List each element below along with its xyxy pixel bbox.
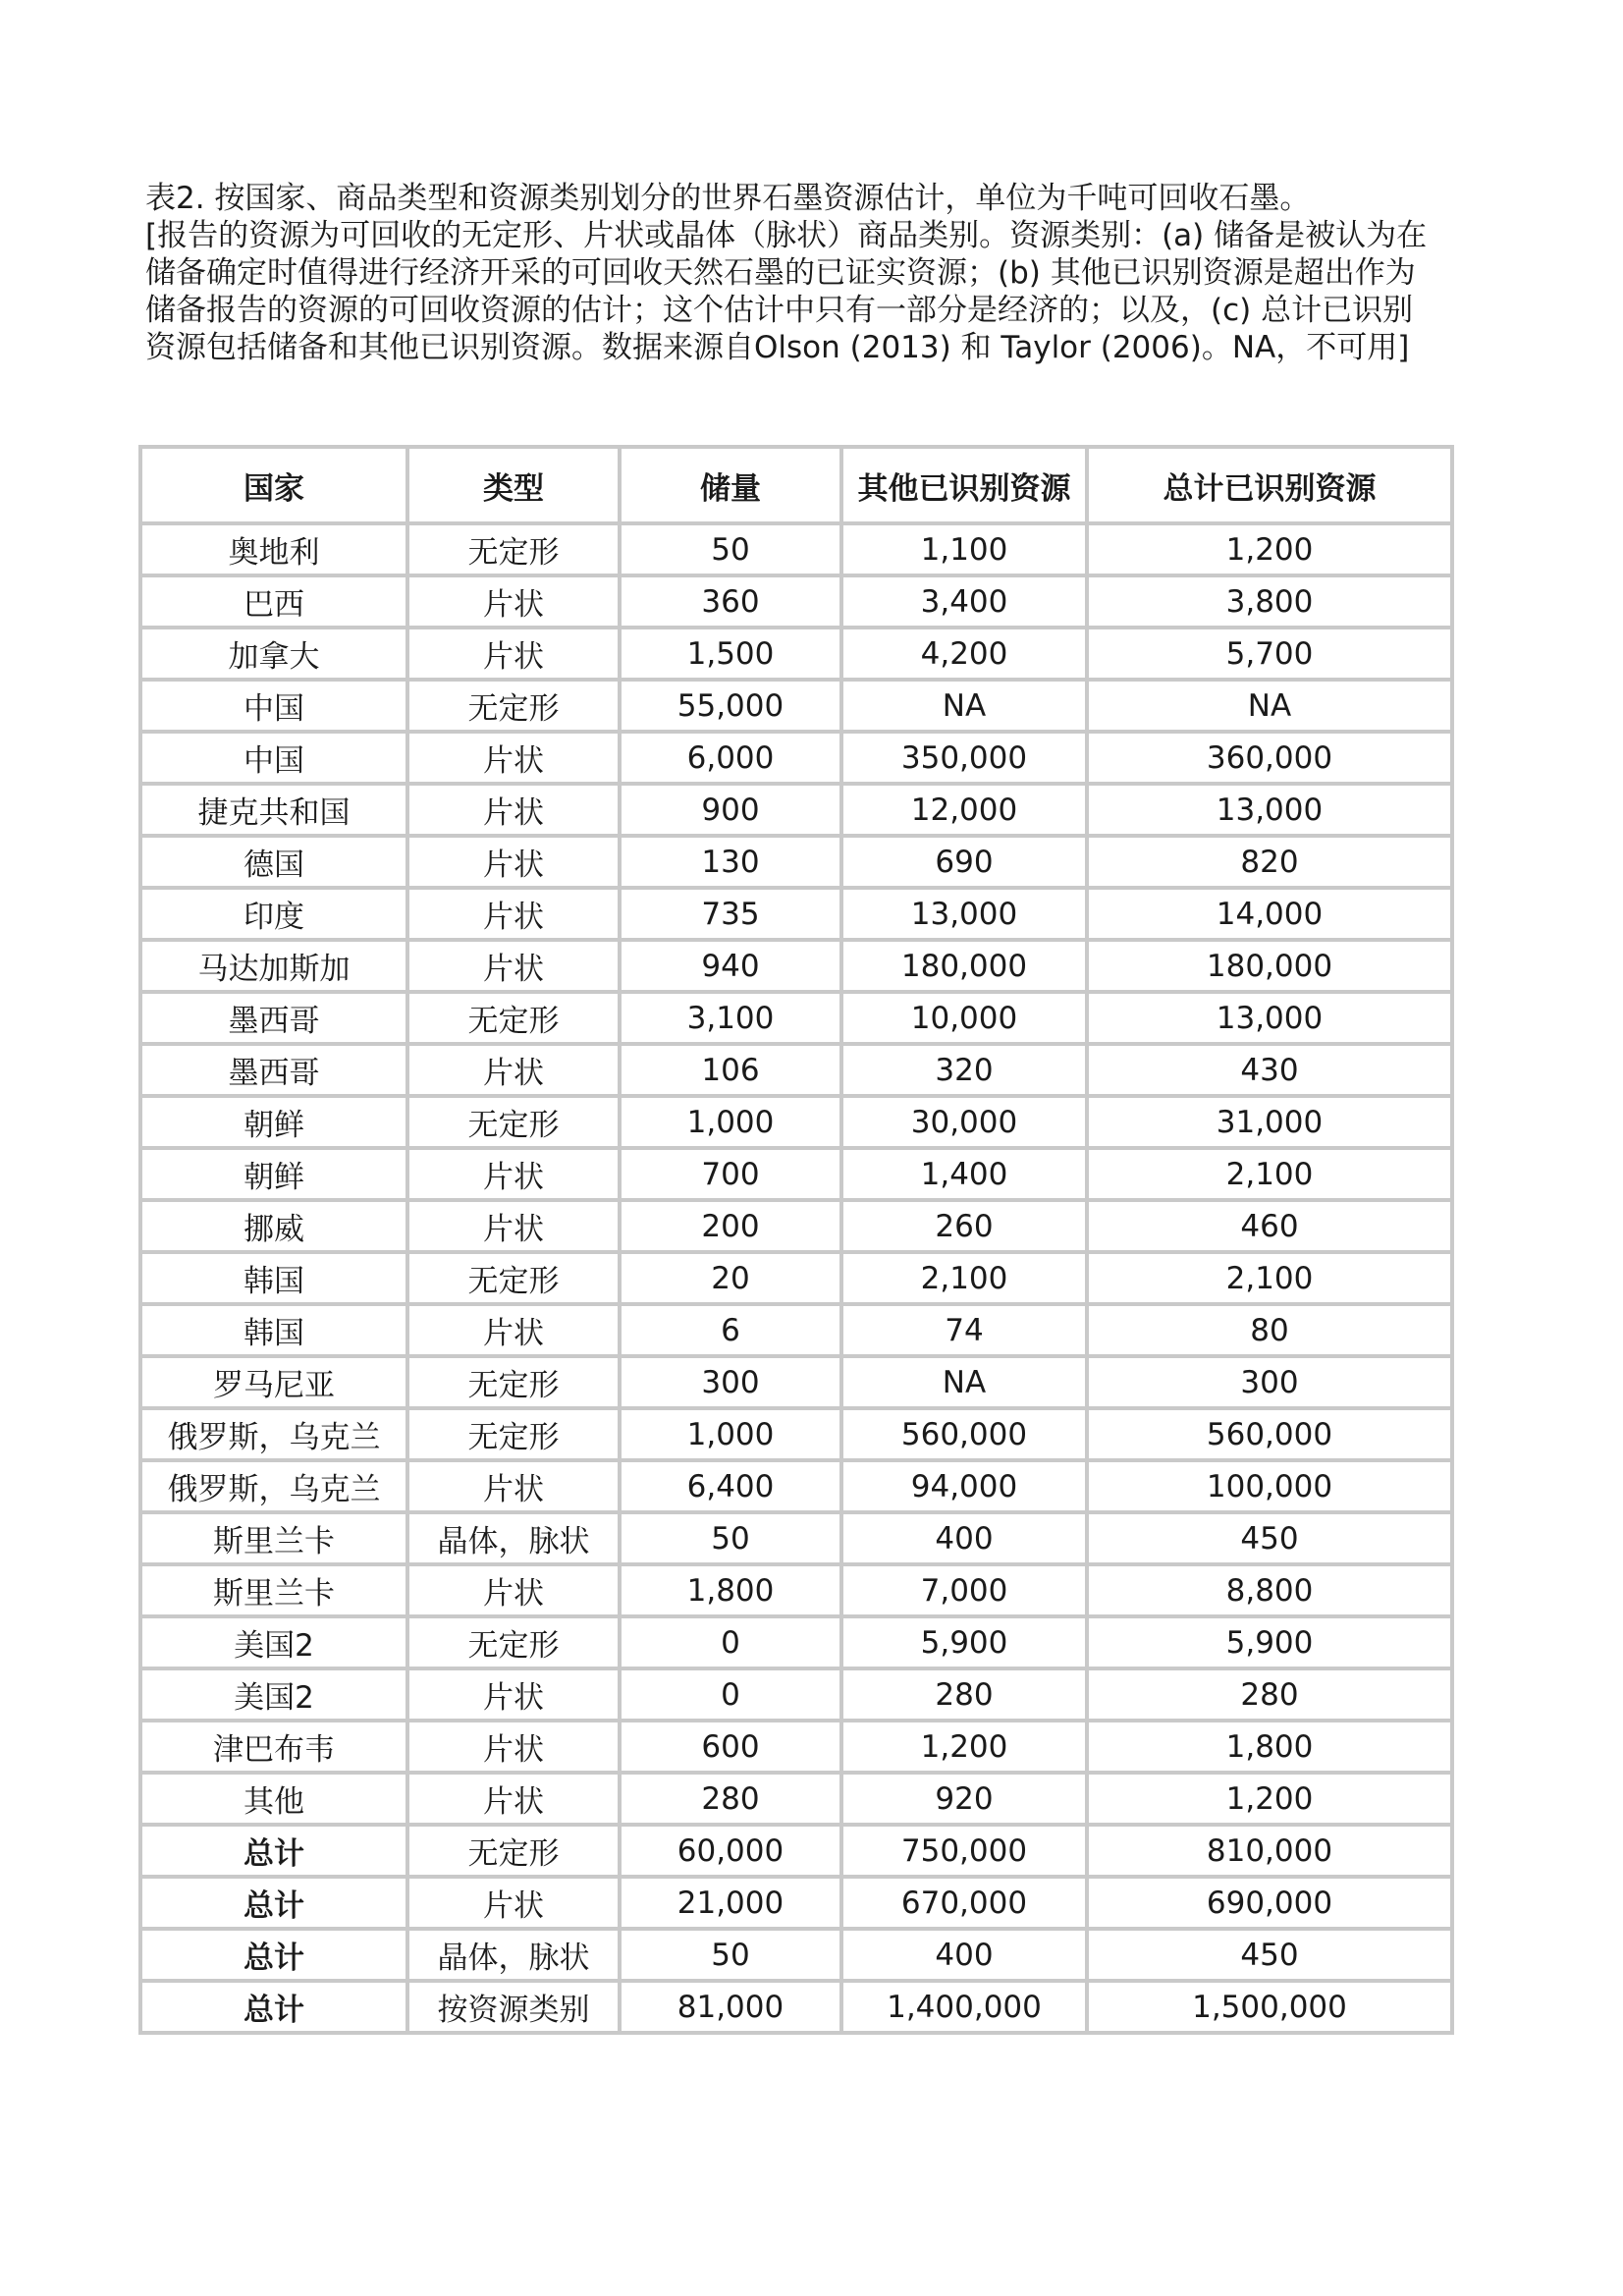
cell-reserves: 50 [620, 1929, 841, 1981]
cell-type: 无定形 [407, 1252, 620, 1304]
cell-type: 片状 [407, 575, 620, 628]
cell-total-identified: 80 [1087, 1304, 1452, 1356]
cell-total-identified: 1,200 [1087, 1773, 1452, 1825]
cell-reserves: 6 [620, 1304, 841, 1356]
cell-country: 捷克共和国 [140, 784, 407, 836]
cell-other-identified: 30,000 [841, 1096, 1087, 1148]
table-row [140, 1877, 1452, 1929]
cell-type: 晶体，脉状 [407, 1512, 620, 1564]
header-country: 国家 [140, 447, 407, 523]
cell-type: 片状 [407, 784, 620, 836]
cell-other-identified: 920 [841, 1773, 1087, 1825]
cell-country: 总计 [140, 1825, 407, 1877]
cell-reserves: 300 [620, 1356, 841, 1408]
cell-reserves: 940 [620, 940, 841, 992]
cell-other-identified: 1,100 [841, 523, 1087, 575]
cell-reserves: 700 [620, 1148, 841, 1200]
cell-reserves: 735 [620, 888, 841, 940]
cell-total-identified: 3,800 [1087, 575, 1452, 628]
cell-type: 无定形 [407, 680, 620, 732]
cell-type: 片状 [407, 1304, 620, 1356]
cell-reserves: 0 [620, 1668, 841, 1721]
graphite-resources-table-container [138, 445, 1450, 2035]
cell-country: 津巴布韦 [140, 1721, 407, 1773]
cell-type: 片状 [407, 628, 620, 680]
cell-type: 片状 [407, 1668, 620, 1721]
table-row [140, 1044, 1452, 1096]
cell-reserves: 50 [620, 523, 841, 575]
cell-other-identified: 400 [841, 1512, 1087, 1564]
table-row [140, 1252, 1452, 1304]
cell-type: 晶体，脉状 [407, 1929, 620, 1981]
cell-country: 斯里兰卡 [140, 1564, 407, 1616]
table-row [140, 1512, 1452, 1564]
cell-total-identified: 280 [1087, 1668, 1452, 1721]
cell-country: 中国 [140, 732, 407, 784]
cell-country: 墨西哥 [140, 992, 407, 1044]
cell-total-identified: NA [1087, 680, 1452, 732]
header-total-identified: 总计已识别资源 [1087, 447, 1452, 523]
table-row [140, 1929, 1452, 1981]
cell-other-identified: 750,000 [841, 1825, 1087, 1877]
cell-country: 韩国 [140, 1252, 407, 1304]
cell-reserves: 200 [620, 1200, 841, 1252]
cell-other-identified: 13,000 [841, 888, 1087, 940]
cell-reserves: 60,000 [620, 1825, 841, 1877]
cell-country: 俄罗斯，乌克兰 [140, 1408, 407, 1460]
cell-country: 其他 [140, 1773, 407, 1825]
table-row [140, 940, 1452, 992]
cell-other-identified: 280 [841, 1668, 1087, 1721]
cell-type: 无定形 [407, 523, 620, 575]
table-row [140, 992, 1452, 1044]
cell-country: 墨西哥 [140, 1044, 407, 1096]
cell-type: 片状 [407, 1721, 620, 1773]
cell-reserves: 600 [620, 1721, 841, 1773]
cell-type: 片状 [407, 1564, 620, 1616]
cell-other-identified: 1,400,000 [841, 1981, 1087, 2033]
cell-total-identified: 300 [1087, 1356, 1452, 1408]
cell-type: 按资源类别 [407, 1981, 620, 2033]
cell-other-identified: 320 [841, 1044, 1087, 1096]
cell-country: 中国 [140, 680, 407, 732]
cell-country: 罗马尼亚 [140, 1356, 407, 1408]
cell-country: 俄罗斯，乌克兰 [140, 1460, 407, 1512]
cell-reserves: 280 [620, 1773, 841, 1825]
cell-type: 片状 [407, 1773, 620, 1825]
cell-type: 无定形 [407, 1616, 620, 1668]
table-body [140, 523, 1452, 2033]
cell-reserves: 900 [620, 784, 841, 836]
table-row [140, 1721, 1452, 1773]
cell-type: 片状 [407, 1044, 620, 1096]
cell-reserves: 3,100 [620, 992, 841, 1044]
cell-total-identified: 100,000 [1087, 1460, 1452, 1512]
cell-type: 片状 [407, 1460, 620, 1512]
table-row [140, 1148, 1452, 1200]
cell-total-identified: 5,900 [1087, 1616, 1452, 1668]
cell-total-identified: 1,500,000 [1087, 1981, 1452, 2033]
table-row [140, 1460, 1452, 1512]
table-row [140, 1096, 1452, 1148]
cell-other-identified: 2,100 [841, 1252, 1087, 1304]
cell-total-identified: 14,000 [1087, 888, 1452, 940]
cell-type: 无定形 [407, 992, 620, 1044]
cell-country: 总计 [140, 1981, 407, 2033]
cell-total-identified: 360,000 [1087, 732, 1452, 784]
cell-reserves: 130 [620, 836, 841, 888]
cell-total-identified: 13,000 [1087, 992, 1452, 1044]
cell-reserves: 0 [620, 1616, 841, 1668]
table-row [140, 1773, 1452, 1825]
cell-type: 无定形 [407, 1825, 620, 1877]
cell-type: 无定形 [407, 1356, 620, 1408]
table-row [140, 1200, 1452, 1252]
cell-total-identified: 2,100 [1087, 1252, 1452, 1304]
cell-total-identified: 13,000 [1087, 784, 1452, 836]
table-row [140, 680, 1452, 732]
cell-country: 挪威 [140, 1200, 407, 1252]
cell-reserves: 21,000 [620, 1877, 841, 1929]
cell-total-identified: 8,800 [1087, 1564, 1452, 1616]
cell-reserves: 1,000 [620, 1408, 841, 1460]
cell-country: 加拿大 [140, 628, 407, 680]
cell-other-identified: 74 [841, 1304, 1087, 1356]
cell-other-identified: 260 [841, 1200, 1087, 1252]
cell-reserves: 1,500 [620, 628, 841, 680]
cell-reserves: 55,000 [620, 680, 841, 732]
cell-reserves: 6,000 [620, 732, 841, 784]
cell-total-identified: 1,800 [1087, 1721, 1452, 1773]
cell-total-identified: 450 [1087, 1512, 1452, 1564]
cell-country: 总计 [140, 1877, 407, 1929]
cell-other-identified: 94,000 [841, 1460, 1087, 1512]
cell-total-identified: 5,700 [1087, 628, 1452, 680]
cell-total-identified: 31,000 [1087, 1096, 1452, 1148]
cell-country: 总计 [140, 1929, 407, 1981]
table-row [140, 732, 1452, 784]
table-row [140, 1356, 1452, 1408]
cell-type: 片状 [407, 732, 620, 784]
table-row [140, 628, 1452, 680]
table-row [140, 888, 1452, 940]
header-reserves: 储量 [620, 447, 841, 523]
cell-other-identified: NA [841, 680, 1087, 732]
cell-country: 韩国 [140, 1304, 407, 1356]
cell-country: 斯里兰卡 [140, 1512, 407, 1564]
cell-other-identified: 400 [841, 1929, 1087, 1981]
cell-other-identified: 690 [841, 836, 1087, 888]
cell-type: 片状 [407, 836, 620, 888]
cell-total-identified: 560,000 [1087, 1408, 1452, 1460]
header-type: 类型 [407, 447, 620, 523]
table-row [140, 1616, 1452, 1668]
cell-other-identified: 1,400 [841, 1148, 1087, 1200]
cell-type: 片状 [407, 1200, 620, 1252]
cell-reserves: 106 [620, 1044, 841, 1096]
cell-country: 美国2 [140, 1616, 407, 1668]
table-row [140, 575, 1452, 628]
cell-country: 朝鲜 [140, 1148, 407, 1200]
cell-total-identified: 810,000 [1087, 1825, 1452, 1877]
cell-other-identified: 180,000 [841, 940, 1087, 992]
cell-other-identified: 1,200 [841, 1721, 1087, 1773]
cell-total-identified: 180,000 [1087, 940, 1452, 992]
cell-type: 片状 [407, 1877, 620, 1929]
header-other-identified: 其他已识别资源 [841, 447, 1087, 523]
cell-other-identified: 560,000 [841, 1408, 1087, 1460]
table-row [140, 784, 1452, 836]
cell-country: 奥地利 [140, 523, 407, 575]
cell-other-identified: 10,000 [841, 992, 1087, 1044]
table-row [140, 836, 1452, 888]
cell-country: 印度 [140, 888, 407, 940]
cell-other-identified: 3,400 [841, 575, 1087, 628]
table-row [140, 1981, 1452, 2033]
cell-country: 德国 [140, 836, 407, 888]
cell-type: 片状 [407, 888, 620, 940]
caption-title: 表2. 按国家、商品类型和资源类别划分的世界石墨资源估计，单位为千吨可回收石墨。 [145, 181, 1311, 216]
graphite-resources-table [138, 445, 1454, 2035]
table-header-row [140, 447, 1452, 523]
cell-total-identified: 430 [1087, 1044, 1452, 1096]
table-row [140, 523, 1452, 575]
cell-total-identified: 1,200 [1087, 523, 1452, 575]
cell-other-identified: 7,000 [841, 1564, 1087, 1616]
table-row [140, 1564, 1452, 1616]
cell-reserves: 50 [620, 1512, 841, 1564]
cell-reserves: 1,000 [620, 1096, 841, 1148]
cell-reserves: 1,800 [620, 1564, 841, 1616]
cell-total-identified: 690,000 [1087, 1877, 1452, 1929]
cell-total-identified: 450 [1087, 1929, 1452, 1981]
cell-country: 朝鲜 [140, 1096, 407, 1148]
cell-other-identified: 12,000 [841, 784, 1087, 836]
cell-other-identified: 4,200 [841, 628, 1087, 680]
cell-type: 片状 [407, 940, 620, 992]
cell-type: 无定形 [407, 1096, 620, 1148]
table-row [140, 1304, 1452, 1356]
cell-other-identified: 5,900 [841, 1616, 1087, 1668]
cell-total-identified: 2,100 [1087, 1148, 1452, 1200]
cell-reserves: 360 [620, 575, 841, 628]
table-caption [145, 180, 1441, 366]
cell-country: 马达加斯加 [140, 940, 407, 992]
table-row [140, 1825, 1452, 1877]
cell-type: 片状 [407, 1148, 620, 1200]
cell-reserves: 20 [620, 1252, 841, 1304]
cell-country: 美国2 [140, 1668, 407, 1721]
table-row [140, 1668, 1452, 1721]
cell-country: 巴西 [140, 575, 407, 628]
caption-body: [报告的资源为可回收的无定形、片状或晶体（脉状）商品类别。资源类别：(a) 储备是被认为在储备确定时值得进行经济开采的可回收天然石墨的已证实资源；(b) 其他已识别资源是超出作为储备报告的资源的可回收资源的估计；这个估计中只有一部分是经济的；以及，(c) 总计已识别资源包括储备和其他已识别资源。数据来源自Olson (2013) 和 Taylor (2006)。NA，不可用] [145, 218, 1428, 365]
cell-type: 无定形 [407, 1408, 620, 1460]
cell-other-identified: 350,000 [841, 732, 1087, 784]
cell-reserves: 81,000 [620, 1981, 841, 2033]
cell-other-identified: NA [841, 1356, 1087, 1408]
table-row [140, 1408, 1452, 1460]
cell-total-identified: 460 [1087, 1200, 1452, 1252]
cell-reserves: 6,400 [620, 1460, 841, 1512]
cell-other-identified: 670,000 [841, 1877, 1087, 1929]
cell-total-identified: 820 [1087, 836, 1452, 888]
